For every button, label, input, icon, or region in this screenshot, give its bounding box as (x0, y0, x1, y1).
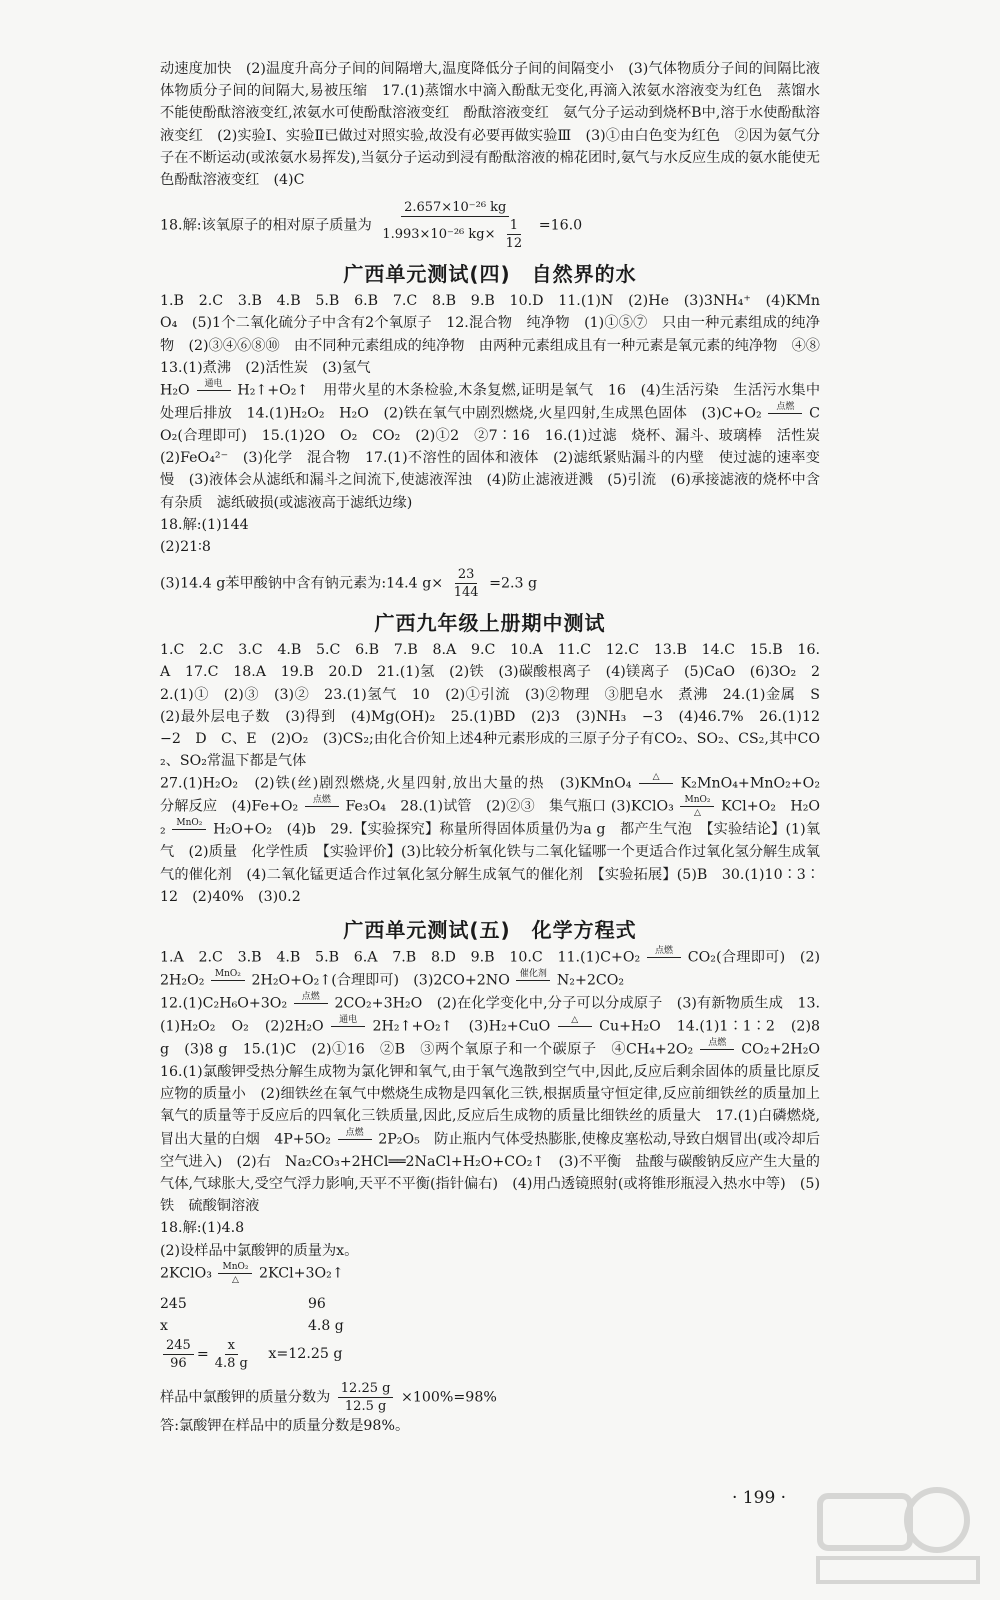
q18-unit5-line2: (2)设样品中氯酸钾的质量为x。 (160, 1242, 359, 1259)
frac-den: 144 (453, 585, 479, 601)
reaction-arrow (211, 969, 245, 992)
u5-b-post4: CO₂+2H₂O 16.(1)氯酸钾受热分解生成物为氯化钾和氧气,由于氧气逸散到空气中,因此,反应后剩余固体的质量比原反应物的质量小 (2)细铁丝在氧气中燃烧生成物是四氧化三铁,根据质量守恒定律,反应前细铁丝的质量加上氧气的质量等于反应后的四氧化三铁质量,因此,反应后生成物的质量比细铁丝的质量大 17.(1)白磷燃烧,冒出大量的白烟 4P+5O₂ (160, 1041, 835, 1148)
final-answer: 答:氯酸钾在样品中的质量分数是98%。 (160, 1417, 410, 1434)
eq-pre: 2KClO₃ (160, 1265, 212, 1282)
reaction-arrow (218, 1262, 252, 1285)
rx-catalyst: 催化剂 (519, 969, 547, 980)
mid-b-post: K₂MnO₄+MnO₂+O₂ 分解反应 (4)Fe+O₂ (160, 775, 835, 815)
reaction-arrow (331, 1015, 365, 1038)
mf-tail: ×100%=98% (400, 1389, 497, 1406)
q18c-tail: =2.3 g (489, 575, 538, 592)
mass-fraction (338, 1380, 394, 1415)
unit4-c-post: CO₂(合理即可) 15.(1)2O O₂ CO₂ (2)①2 ②7∶16 16.(1)过滤 烧杯、漏斗、玻璃棒 活性炭 (2)FeO₄²⁻ (3)化学 混合物 17.(1)不溶性的固体和液体 (2)滤纸紧贴漏斗的内壁 使过滤的速率变慢 (3)液体会从滤纸和漏斗之间流下,使滤液浑浊 (4)防止滤液迸溅 (5)引流 (6)承接滤液的烧杯中含有杂质 滤纸破损(或滤液高于滤纸边缘) (160, 405, 835, 511)
p-result: x=12.25 g (268, 1346, 343, 1363)
section-title-unit5: 广西单元测试(五) 化学方程式 (343, 918, 637, 943)
q18-denominator (379, 217, 531, 252)
q18-twelfth-num: 1 (507, 217, 521, 235)
rx-condition: 点燃 (654, 946, 673, 957)
u5-a-post: CO₂(合理即可) (2)2H₂O₂ (160, 949, 821, 989)
q18c-lead: (3)14.4 g苯甲酸钠中含有钠元素为:14.4 g× (160, 575, 444, 592)
q18-result: =16.0 (538, 217, 583, 234)
rx-heat: △ (232, 1274, 239, 1285)
stoich-row-mass (160, 1293, 820, 1315)
proportion-right (212, 1337, 251, 1372)
rx-condition: △ (571, 1015, 579, 1026)
rx-condition: △ (652, 772, 660, 783)
answers-midterm-part2 (160, 772, 835, 908)
reaction-arrow (647, 946, 681, 969)
rx-condition: 点燃 (345, 1127, 364, 1138)
mass-o2: 96 (308, 1295, 326, 1312)
section-title-unit4: 广西单元测试(四) 自然界的水 (343, 262, 637, 287)
reaction-arrow (172, 818, 206, 841)
q18-numerator: 2.657×10⁻²⁶ kg (401, 199, 509, 217)
u5-a-post2: 2H₂O+O₂↑(合理即可) (3)2CO+2NO (251, 972, 510, 989)
p-den1: 96 (170, 1355, 187, 1371)
reaction-arrow (700, 1038, 734, 1061)
reaction-arrow (294, 992, 328, 1015)
rx-catalyst: MnO₂ (176, 818, 203, 829)
reaction-arrow (197, 379, 231, 402)
u5-b-post2: 2H₂↑+O₂↑ (3)H₂+CuO (372, 1018, 551, 1035)
reaction-arrow (516, 969, 550, 992)
page-number: · 199 · (732, 1488, 787, 1508)
mass-fraction-line (160, 1380, 820, 1415)
mid-c-post: Fe₃O₄ 28.(1)试管 (2)②③ 集气瓶口 (345, 798, 607, 815)
mid-d-mid: KCl+O₂ H₂O₂ (160, 798, 821, 838)
answers-midterm-part1: 1.C 2.C 3.C 4.B 5.C 6.B 7.B 8.A 9.C 10.A 11.C 12.C 13.B 14.C 15.B 16.A 17.C 18.A 19.B 20.D 21.(1)氢 (2)铁 (3)碳酸根离子 (4)镁离子 (5)CaO (6)3O₂ 22.(1)① (2)③ (3)② 23.(1)氢气 10 (2)①引流 (3)②物理 ③肥皂水 煮沸 24.(1)金属 S (2)最外层电子数 (3)得到 (4)Mg(OH)₂ 25.(1)BD (2)3 (3)NH₃ −3 (4)46.7% 26.(1)12 −2 D C、E (2)O₂ (3)CS₂;由化合价知上述4种元素形成的三原子分子有CO₂、SO₂、CS₂,其中CO₂、SO₂常温下都是气体 (160, 642, 835, 770)
rx-condition: 通电 (204, 379, 223, 390)
proportion-line (160, 1337, 820, 1372)
rx-condition: 通电 (339, 1015, 358, 1026)
reaction-arrow (680, 795, 714, 818)
q18-twelfth-den: 12 (505, 236, 523, 252)
watermark-logo-icon (812, 1478, 982, 1588)
q18-den-text: 1.993×10⁻²⁶ kg× (382, 227, 496, 243)
mid-b-pre: 27.(1)H₂O₂ (2)铁(丝)剧烈燃烧,火星四射,放出大量的热 (3)KMnO₄ (160, 775, 632, 792)
q18-fraction (379, 199, 531, 252)
q18-lead: 18.解:该氧原子的相对原子质量为 (160, 217, 372, 234)
mid-d-post: H₂O+O₂ (4)b 29.【实验探究】称量所得固体质量仍为a g 都产生气泡 【实验结论】(1)氧气 (2)质量 化学性质 【实验评价】(3)比较分析氧化铁与二氧化锰哪一个更适合作过氧化氢分解生成氧气的催化剂 (4)二氧化锰更适合作过氧化氢分解生成氧气的催化剂 【实验拓展】(5)B 30.(1)10∶3∶12 (2)40% (3)0.2 (160, 821, 821, 905)
mid-d-pre: (3)KClO₃ (610, 798, 674, 815)
sodium-fraction (451, 566, 482, 601)
stoich-row-values (160, 1315, 820, 1337)
answers-unit5-part1 (160, 946, 820, 992)
u5-b-post5: 2P₂O₅ 防止瓶内气体受热膨胀,使橡皮塞松动,导致白烟冒出(或冷却后空气进入) (2)右 Na₂CO₃+2HCl══2NaCl+H₂O+CO₂↑ (3)不平衡 盐酸与碳酸钠反应产生大量的气体,气球胀大,受空气浮力影响,天平不平衡(指针偏右) (4)用凸透镜照射(或将锥形瓶浸入热水中等) (5)铁 硫酸铜溶液 (160, 1131, 821, 1215)
q18-unit4-line1: 18.解:(1)144 (160, 516, 249, 533)
u5-b-post3: Cu+H₂O 14.(1)1∶1∶2 (2)8 g (3)8 g 15.(1)C (2)①16 ②B ③两个氧原子和一个碳原子 ④CH₄+2O₂ (160, 1018, 821, 1058)
unit4-a2: MnO₄ (5)1个二氧化硫分子中含有2个氧原子 12.混合物 纯净物 (1)①⑤⑦ 只由一种元素组成的纯净物 (2)③④⑥⑧⑩ 由不同种元素组成的纯净物 由两种元素组成且有一种元素是氧元素的纯净物 ④⑧ 13.(1)煮沸 (2)活性炭 (3)氢气 (160, 293, 835, 376)
eq-post: 2KCl+3O₂↑ (259, 1265, 344, 1282)
rx-heat: △ (694, 808, 701, 819)
q18-unit5-equation (160, 1262, 820, 1285)
u5-a-pre: 1.A 2.C 3.B 4.B 5.B 6.A 7.B 8.D 9.B 10.C 11.(1)C+O₂ (160, 949, 641, 966)
rx-catalyst: MnO₂ (222, 1261, 249, 1272)
frac-num: 23 (455, 566, 478, 584)
mf-num: 12.25 g (338, 1380, 394, 1398)
mf-lead: 样品中氯酸钾的质量分数为 (160, 1389, 331, 1406)
reaction-arrow (639, 772, 673, 795)
u5-b-post: 2CO₂+3H₂O (2)在化学变化中,分子可以分成原子 (3)有新物质生成 13.(1)H₂O₂ O₂ (2)2H₂O (160, 995, 821, 1035)
p-num1: 245 (163, 1337, 194, 1355)
rx-catalyst: MnO₂ (214, 969, 241, 980)
reaction-arrow (558, 1015, 592, 1038)
rx-condition: 点燃 (776, 402, 795, 413)
unit4-b-pre: H₂O (160, 382, 190, 399)
unit4-a: 1.B 2.C 3.B 4.B 5.B 6.B 7.C 8.B 9.B 10.D 11.(1)N (2)He (3)3NH₄⁺ (4)K (160, 293, 797, 310)
q18-unit4-line3 (160, 566, 820, 601)
rx-condition: 点燃 (301, 992, 320, 1003)
answers-unit3-continued: 动速度加快 (2)温度升高分子间的间隔增大,温度降低分子间的间隔变小 (3)气体物质分子间的间隔比液体物质分子间的间隔大,易被压缩 17.(1)蒸馏水中滴入酚酞无变化,再滴入浓氨水溶液变为红色 蒸馏水不能使酚酞溶液变红,浓氨水可使酚酞溶液变红 酚酞溶液变红 氨气分子运动到烧杯B中,溶于水使酚酞溶液变红 (2)实验Ⅰ、实验Ⅱ已做过对照实验,故没有必要再做实验Ⅲ (3)①由白色变为红色 ②因为氨气分子在不断运动(或浓氨水易挥发),当氨分子运动到浸有酚酞溶液的棉花团时,氨气与水反应生成的氨水能使无色酚酞溶液变红 (4)C (160, 61, 820, 189)
p-equals: = (196, 1346, 209, 1363)
section-title-midterm: 广西九年级上册期中测试 (374, 611, 606, 636)
answer-page (160, 58, 835, 1437)
p-num2: x (225, 1337, 238, 1355)
mf-den: 12.5 g (344, 1398, 387, 1414)
reaction-arrow (768, 402, 802, 425)
answers-unit4-part2 (160, 379, 835, 514)
value-x: x (160, 1317, 168, 1334)
unit4-b-post: H₂↑+O₂↑ 用带火星的木条检验,木条复燃,证明是氧气 16 (4)生活污染 生活污水集中处理后排放 14.(1)H₂O₂ H₂O (2)铁在氧气中剧烈燃烧,火星四射,生成黑色固体 (3)C+O₂ (160, 382, 821, 422)
rx-condition: 点燃 (312, 795, 331, 806)
u5-b-pre: 12.(1)C₂H₆O+3O₂ (160, 995, 288, 1012)
p-den2: 4.8 g (214, 1355, 248, 1371)
reaction-arrow (305, 795, 339, 818)
proportion-left (163, 1337, 194, 1372)
q18-unit3 (160, 199, 820, 252)
value-o2: 4.8 g (308, 1317, 344, 1334)
rx-catalyst: MnO₂ (684, 795, 711, 806)
q18-twelfth (503, 217, 526, 252)
reaction-arrow (338, 1128, 372, 1151)
answers-unit5-part2 (160, 992, 835, 1217)
mass-kclo3: 245 (160, 1295, 187, 1312)
answers-unit4-part1 (160, 290, 835, 379)
q18-unit5-line1: 18.解:(1)4.8 (160, 1220, 245, 1237)
q18-unit4-line2: (2)21∶8 (160, 539, 211, 556)
u5-a-post3: N₂+2CO₂ (556, 972, 625, 989)
rx-condition: 点燃 (708, 1038, 727, 1049)
